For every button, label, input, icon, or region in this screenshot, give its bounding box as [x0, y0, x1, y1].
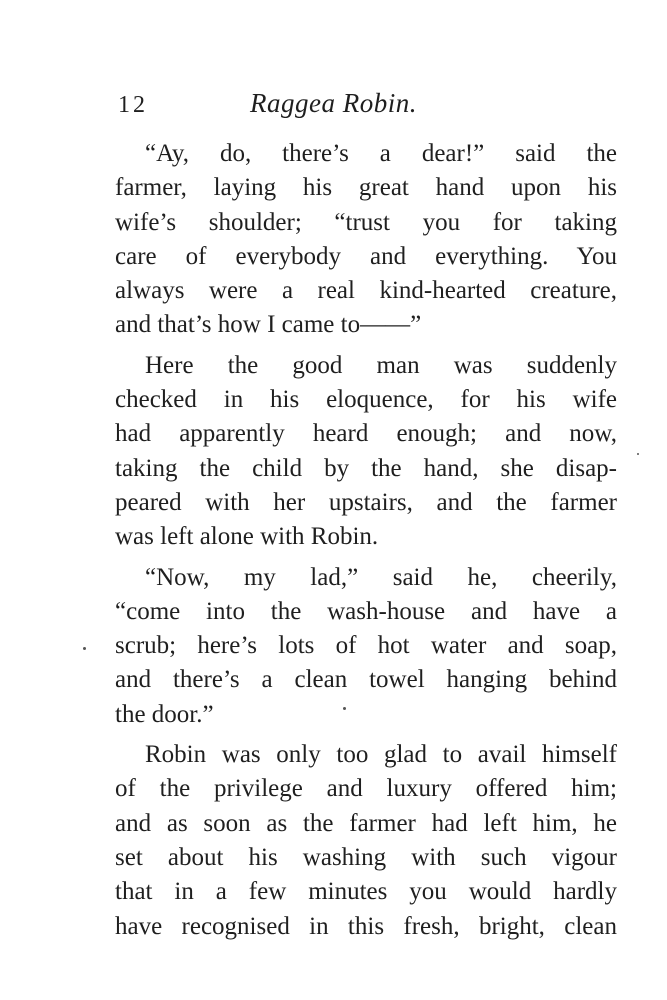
text-line: Robin was only too glad to avail himself [145, 741, 617, 769]
text-line: and as soon as the farmer had left him, he [115, 809, 617, 837]
text-line: of the privilege and luxury offered him; [115, 775, 617, 803]
paragraph [115, 738, 617, 944]
text-line: and there’s a clean towel hanging behind [115, 666, 617, 694]
text-line: wife’s shoulder; “trust you for taking [115, 208, 617, 236]
running-head: Raggea Robin. [250, 88, 417, 118]
text-line: always were a real kind-hearted creature, [115, 277, 617, 305]
text-line: scrub; here’s lots of hot water and soap, [115, 632, 617, 660]
text-line: care of everybody and everything. You [115, 242, 617, 270]
text-line: “come into the wash-house and have a [115, 597, 617, 625]
paragraph [115, 561, 617, 732]
text-line: that in a few minutes you would hardly [115, 878, 617, 906]
text-line: taking the child by the hand, she disap- [115, 454, 617, 482]
scan-speck [637, 453, 639, 455]
text-line: was left alone with Robin. [115, 523, 379, 551]
scan-speck [83, 647, 86, 650]
text-line: have recognised in this fresh, bright, clean [115, 912, 617, 940]
body-text [115, 137, 617, 950]
text-line: farmer, laying his great hand upon his [115, 174, 617, 202]
text-line: Here the good man was suddenly [145, 351, 617, 379]
paragraph [115, 349, 617, 555]
text-line: set about his washing with such vigour [115, 843, 617, 871]
text-line: the door.” [115, 700, 214, 728]
scan-speck [343, 707, 346, 710]
text-line: “Ay, do, there’s a dear!” said the [145, 140, 617, 167]
text-line: had apparently heard enough; and now, [115, 420, 617, 448]
paragraph [115, 137, 617, 343]
text-line: and that’s how I came to——” [115, 311, 422, 339]
text-line: peared with her upstairs, and the farmer [115, 488, 617, 516]
page-number: 12 [118, 92, 148, 118]
text-line: “Now, my lad,” said he, cheerily, [145, 563, 617, 591]
text-line: checked in his eloquence, for his wife [115, 386, 617, 414]
